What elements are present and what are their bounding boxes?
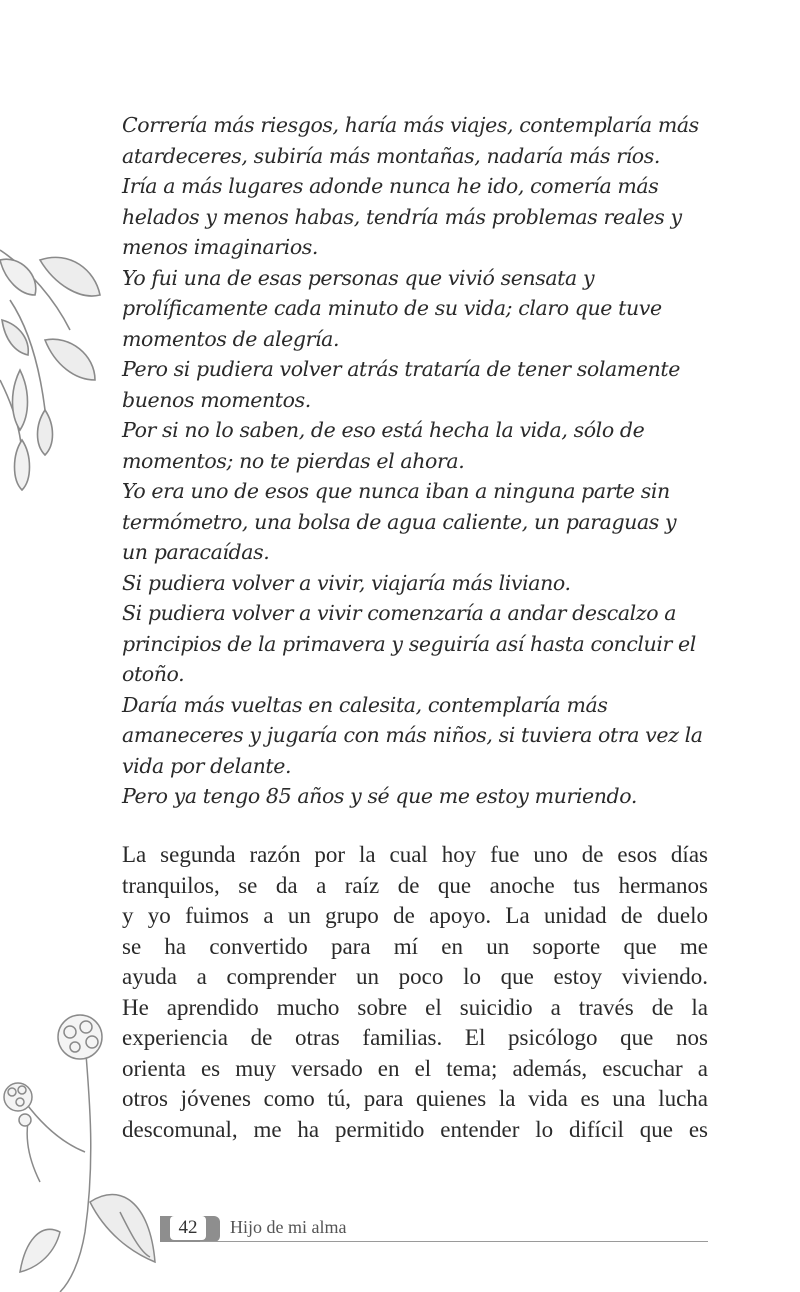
running-title: Hijo de mi alma xyxy=(230,1217,347,1237)
paragraph-line: y yo fuimos a un grupo de apoyo. La unidad de duelo xyxy=(122,903,708,928)
poem-line: prolíficamente cada minuto de su vida; claro que tuve xyxy=(122,296,662,320)
paragraph-line: descomunal, me ha permitido entender lo difícil que es xyxy=(122,1116,708,1142)
poem-line: helados y menos habas, tendría más problemas reales y xyxy=(122,204,682,229)
paragraph-line: otros jóvenes como tú, para quienes la vida es una lucha xyxy=(122,1086,708,1111)
poem-line: atardeceres, subiría más montañas, nadaría más ríos. xyxy=(122,143,660,168)
poem-line: principios de la primavera y seguiría así hasta concluir el xyxy=(122,631,696,656)
poem-line: buenos momentos. xyxy=(122,387,311,412)
page-footer xyxy=(160,1214,710,1244)
poem-line: Pero ya tengo 85 años y sé que me estoy muriendo. xyxy=(122,784,637,808)
footer-rule xyxy=(200,1241,708,1242)
poem-line: Daría más vueltas en calesita, contemplaría más xyxy=(122,692,608,717)
poem-line: Correría más riesgos, haría más viajes, contemplaría más xyxy=(122,113,699,137)
poem-excerpt xyxy=(122,110,712,812)
paragraph-line: experiencia de otras familias. El psicólogo que nos xyxy=(122,1025,708,1050)
paragraph-line: La segunda razón por la cual hoy fue uno de esos días xyxy=(122,842,708,867)
page-number: 42 xyxy=(178,1217,198,1238)
body-paragraph xyxy=(122,840,708,1145)
poem-line: Pero si pudiera volver atrás trataría de tener solamente xyxy=(122,357,680,381)
paragraph-line: orienta es muy versado en el tema; además, escuchar a xyxy=(122,1055,708,1081)
poem-line: Si pudiera volver a vivir, viajaría más liviano. xyxy=(122,570,571,595)
paragraph-line: tranquilos, se da a raíz de que anoche tus hermanos xyxy=(122,872,708,898)
poem-line: Iría a más lugares adonde nunca he ido, comería más xyxy=(122,174,659,198)
poem-line: Yo fui una de esas personas que vivió sensata y xyxy=(122,265,595,290)
poem-line: Por si no lo saben, de eso está hecha la vida, sólo de xyxy=(122,418,645,442)
poem-line: otoño. xyxy=(122,662,185,686)
paragraph-line: He aprendido mucho sobre el suicidio a través de la xyxy=(122,994,708,1020)
poem-line: momentos; no te pierdas el ahora. xyxy=(122,448,465,473)
poem-line: un paracaídas. xyxy=(122,540,270,564)
poem-line: Si pudiera volver a vivir comenzaría a andar descalzo a xyxy=(122,601,677,625)
leaf-branch-icon xyxy=(0,240,110,500)
poem-line: amaneceres y jugaría con más niños, si tuviera otra vez la xyxy=(122,723,703,747)
poem-line: momentos de alegría. xyxy=(122,326,340,351)
poem-line: Yo era uno de esos que nunca iban a ninguna parte sin xyxy=(122,479,670,503)
poem-line: termómetro, una bolsa de agua caliente, un paraguas y xyxy=(122,509,677,534)
paragraph-line: se ha convertido para mí en un soporte que me xyxy=(122,933,708,959)
poem-line: vida por delante. xyxy=(122,753,292,778)
paragraph-line: ayuda a comprender un poco lo que estoy viviendo. xyxy=(122,964,708,989)
poem-line: menos imaginarios. xyxy=(122,235,319,259)
